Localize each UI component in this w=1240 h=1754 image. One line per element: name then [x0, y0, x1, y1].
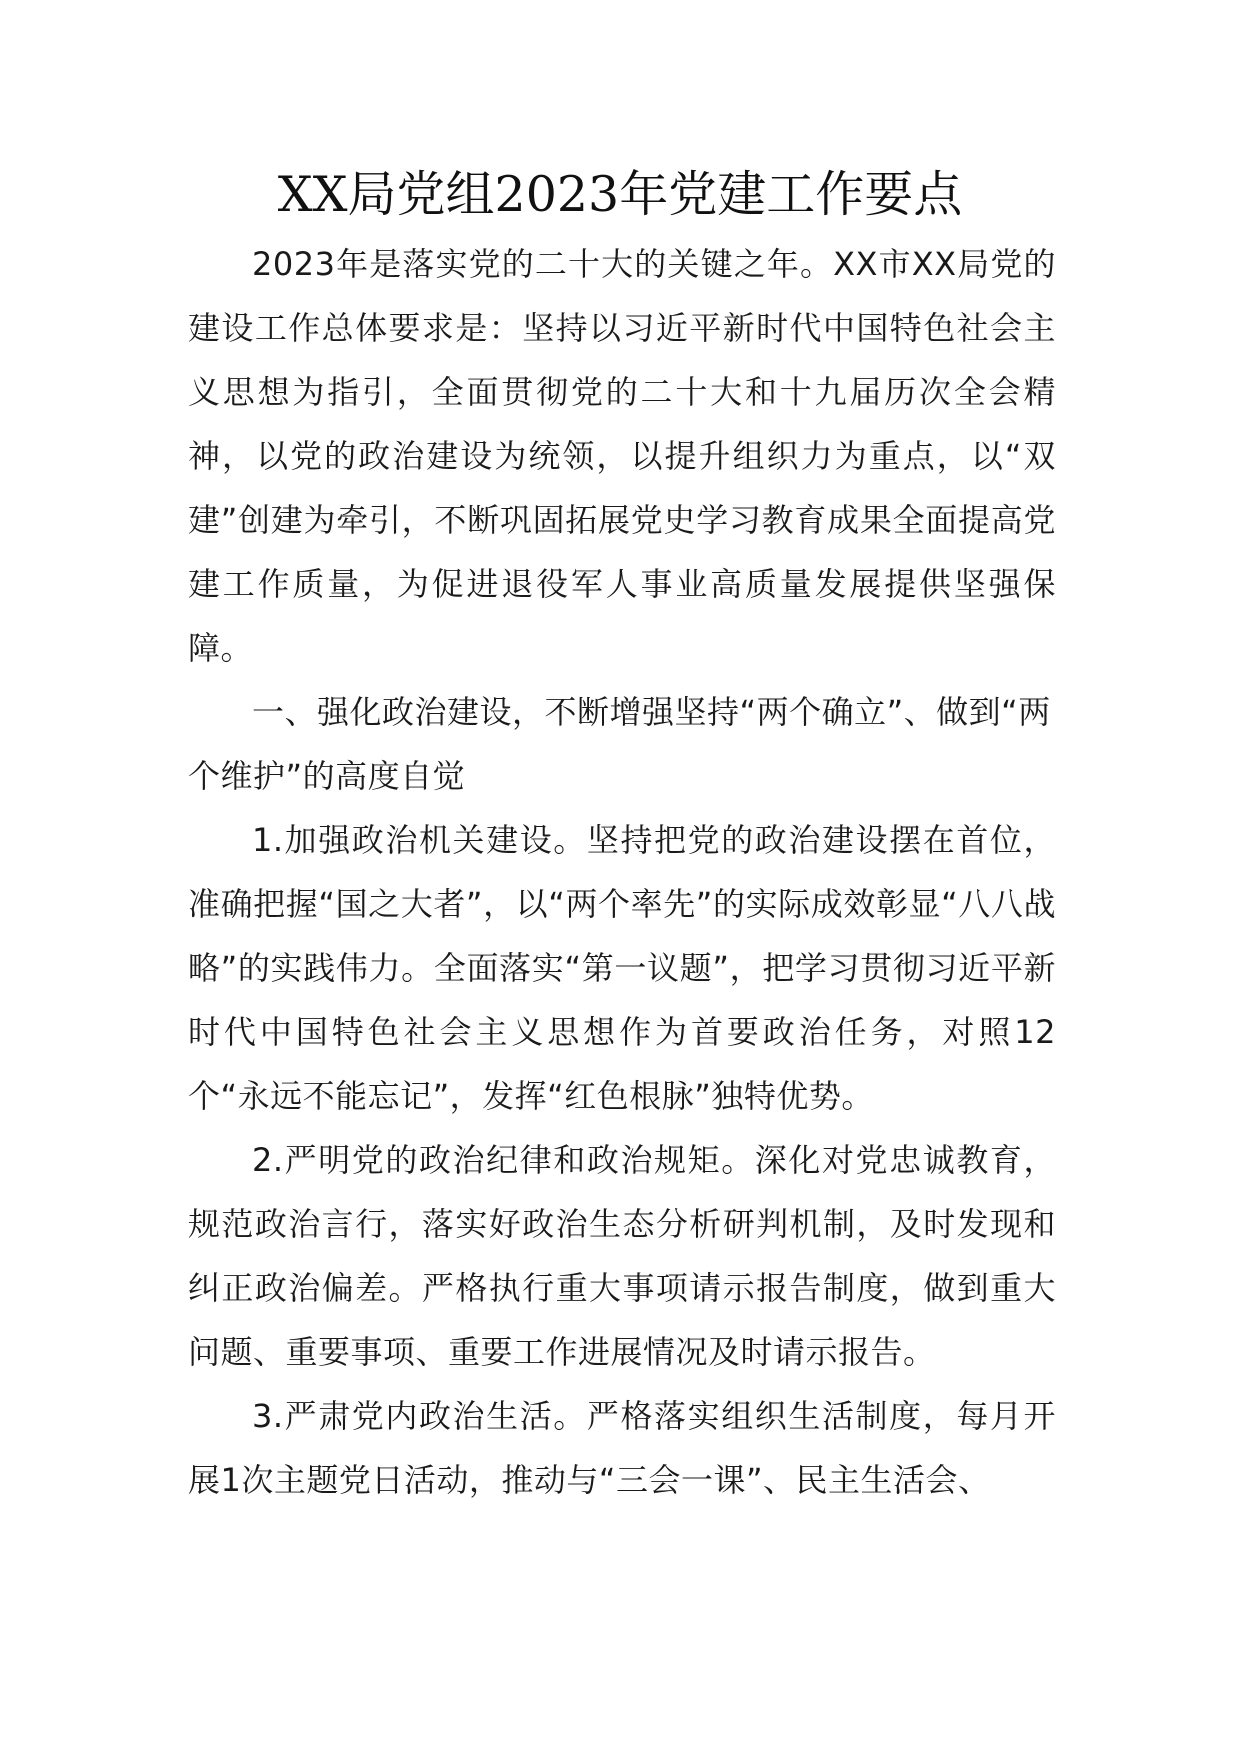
document-title: XX局党组2023年党建工作要点	[277, 166, 963, 223]
item-paragraph-3: 3.严肃党内政治生活。严格落实组织生活制度，每月开展1次主题党日活动，推动与“三会一课”、民主生活会、	[188, 1397, 1056, 1499]
item-paragraph-1: 1.加强政治机关建设。坚持把党的政治建设摆在首位，准确把握“国之大者”，以“两个率先”的实际成效彰显“八八战略”的实践伟力。全面落实“第一议题”，把学习贯彻习近平新时代中国特色社会主义思想作为首要政治任务，对照12个“永远不能忘记”，发挥“红色根脉”独特优势。	[188, 821, 1056, 1115]
item-paragraph-2: 2.严明党的政治纪律和政治规矩。深化对党忠诚教育，规范政治言行，落实好政治生态分析研判机制，及时发现和纠正政治偏差。严格执行重大事项请示报告制度，做到重大问题、重要事项、重要工作进展情况及时请示报告。	[188, 1141, 1056, 1371]
section-heading-1: 一、强化政治建设，不断增强坚持“两个确立”、做到“两个维护”的高度自觉	[188, 693, 1051, 795]
intro-paragraph: 2023年是落实党的二十大的关键之年。XX市XX局党的建设工作总体要求是：坚持以习近平新时代中国特色社会主义思想为指引，全面贯彻党的二十大和十九届历次全会精神，以党的政治建设为统领，以提升组织力为重点，以“双建”创建为牵引，不断巩固拓展党史学习教育成果全面提高党建工作质量，为促进退役军人事业高质量发展提供坚强保障。	[188, 245, 1056, 667]
document-body	[188, 232, 1056, 1512]
